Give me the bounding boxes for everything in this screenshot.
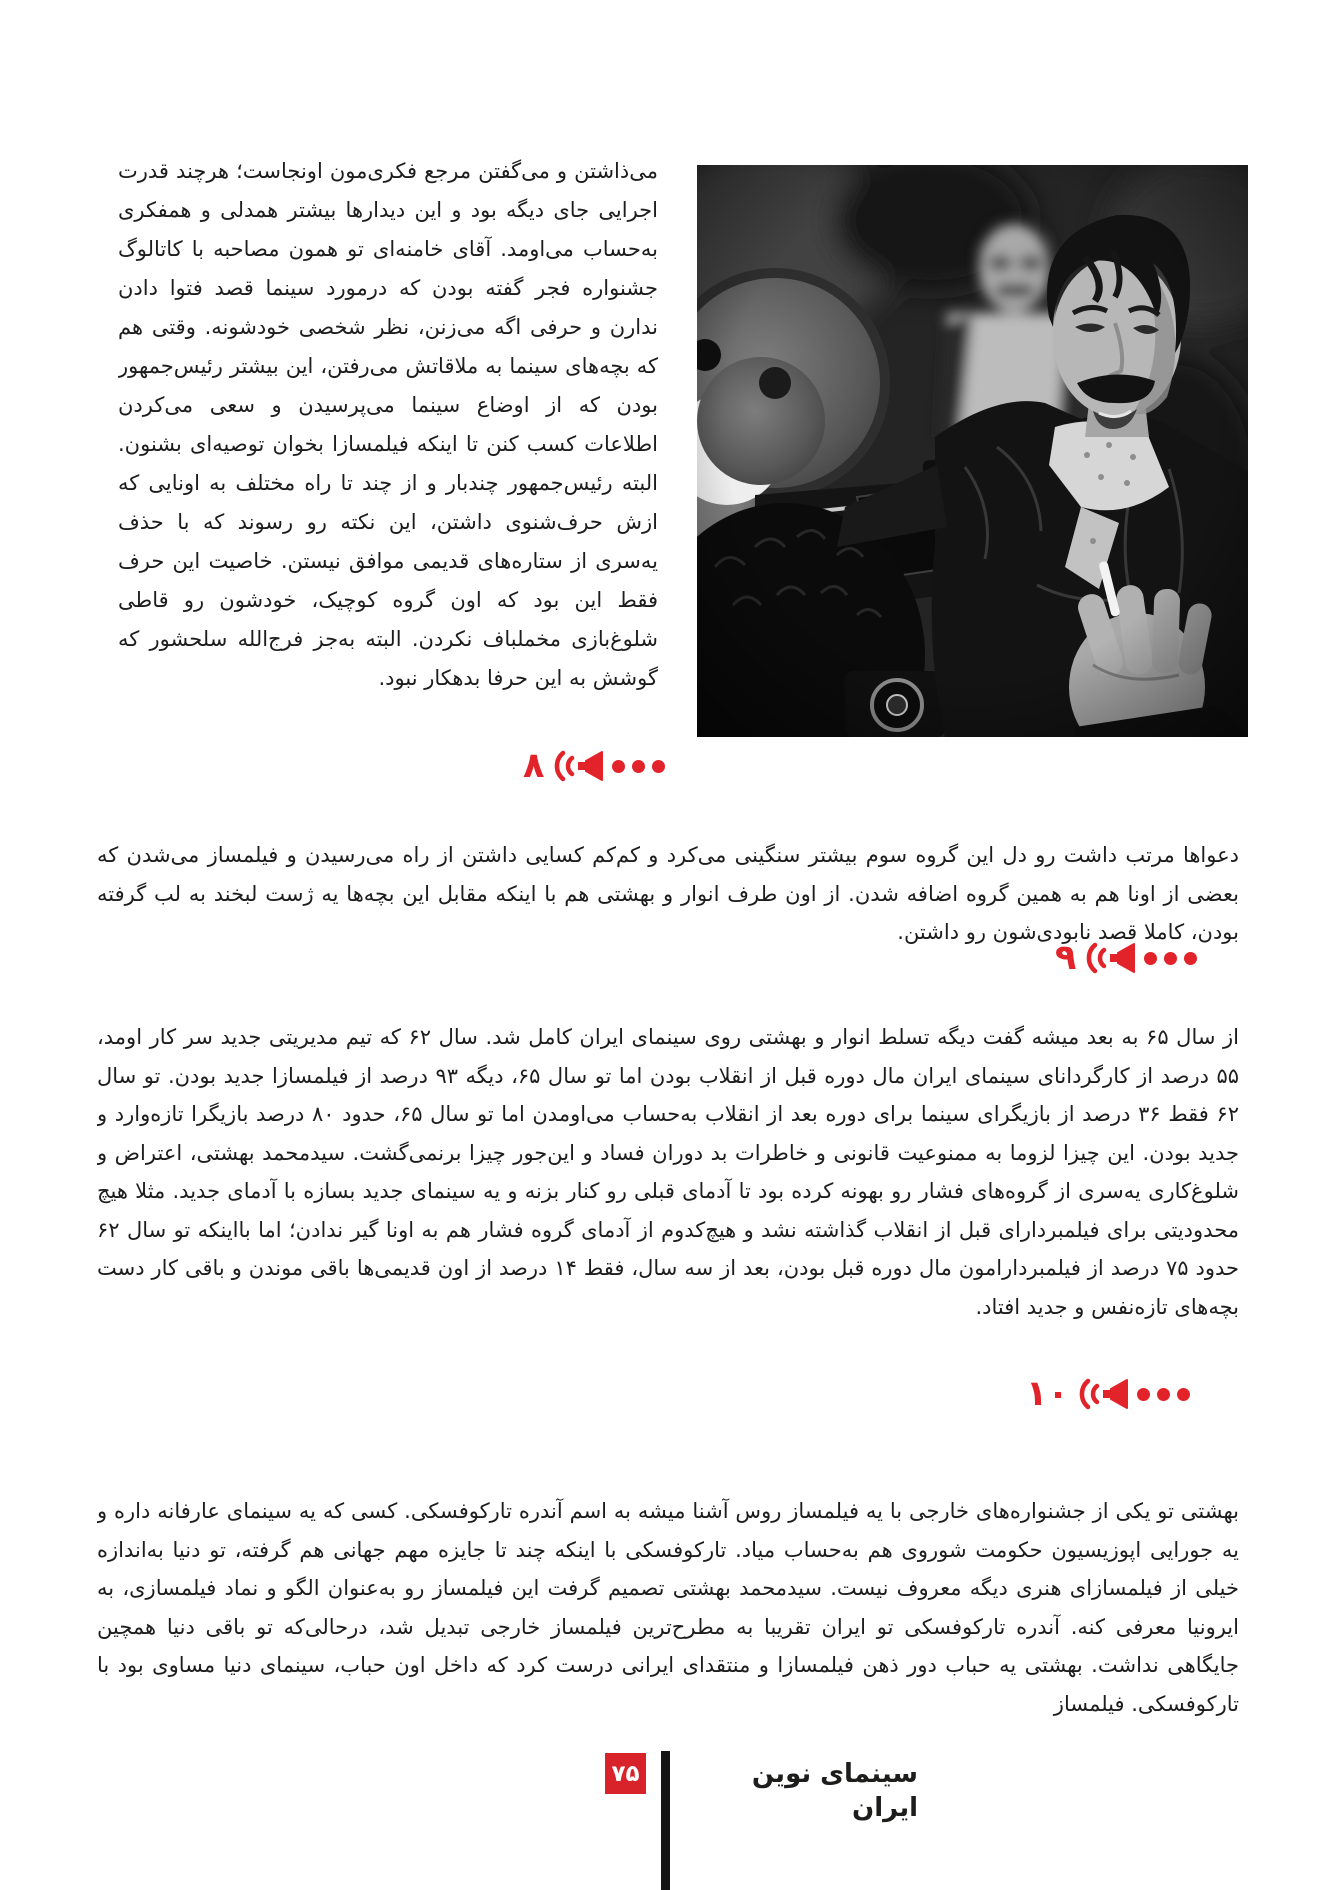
audio-marker-8 — [523, 748, 665, 784]
book-title: سینمای نوین ایران — [751, 1759, 918, 1823]
marker-dot — [1157, 1388, 1170, 1401]
photo-illustration — [697, 165, 1248, 737]
marker-dot — [1184, 952, 1197, 965]
marker-dot — [1164, 952, 1177, 965]
film-set-photo — [697, 165, 1248, 737]
ellipsis-dots — [1137, 1388, 1190, 1401]
marker-dot — [1137, 1388, 1150, 1401]
marker-dot — [1177, 1388, 1190, 1401]
marker-dot — [612, 760, 625, 773]
audio-marker-number: ۱۰ — [1026, 1374, 1069, 1414]
audio-marker-number: ۸ — [523, 746, 545, 786]
marker-dot — [652, 760, 665, 773]
marker-dot — [632, 760, 645, 773]
footer-divider — [661, 1751, 670, 1890]
ellipsis-dots — [1144, 952, 1197, 965]
speaker-icon — [552, 749, 604, 783]
paragraph-3: از سال ۶۵ به بعد میشه گفت دیگه تسلط انوار و بهشتی روی سینمای ایران کامل شد. سال ۶۲ که تیم مدیریتی جدید سر کار اومد، ۵۵ درصد از کارگردانای سینمای ایران مال دوره قبل از انقلاب بودن اما تو سال ۶۵، دیگه ۹۳ درصد از فیلمسازا جدید بودن. تو سال ۶۲ فقط ۳۶ درصد از بازیگرای سینما برای دوره بعد از انقلاب به‌حساب می‌اومدن اما تو سال ۶۵، حدود ۸۰ درصد بازیگرا تازه‌وارد و جدید بودن. این چیزا لزوما به ممنوعیت قانونی و خاطرات بد دوران فساد و این‌جور چیزا برنمی‌گشت. سیدمحمد بهشتی، اعتراض و شلوغ‌کاری یه‌سری از گروه‌های فشار رو بهونه کرده بود تا آدمای قبلی رو کنار بزنه و یه سینمای جدید بسازه با آدمای جدید. مثلا هیچ محدودیتی برای فیلمبردارای قبل از انقلاب گذاشته نشد و هیچ‌کدوم از آدمای گروه فشار هم به اونا گیر ندادن؛ اما بااینکه تو سال ۶۲ حدود ۷۵ درصد از فیلمبردارامون مال دوره قبل بودن، بعد از سه سال، فقط ۱۴ درصد از اون قدیمی‌ها باقی موندن و باقی کار دست بچه‌های تازه‌نفس و جدید افتاد. — [97, 1025, 1239, 1319]
audio-marker-9 — [1055, 940, 1197, 976]
speaker-icon — [1077, 1377, 1129, 1411]
audio-marker-10 — [1026, 1376, 1190, 1412]
intro-column-paragraph: می‌ذاشتن و می‌گفتن مرجع فکری‌مون اونجاست؛ هرچند قدرت اجرایی جای دیگه بود و این دیدارها بیشتر همدلی و همفکری به‌حساب می‌اومد. آقای خامنه‌ای تو همون مصاحبه با کاتالوگ جشنواره فجر گفته بودن که درمورد سینما قصد فتوا دادن ندارن و حرفی اگه می‌زنن، نظر شخصی خودشونه. وقتی هم که بچه‌های سینما به ملاقاتش می‌رفتن، این بیشتر رئیس‌جمهور بودن که از اوضاع سینما می‌پرسیدن و سعی می‌کردن اطلاعات کسب کنن تا اینکه فیلمسازا بخوان توصیه‌ای بشنون. البته رئیس‌جمهور چندبار و از چند تا راه مختلف به اونایی که ازش حرف‌شنوی داشتن، این نکته رو رسوند که با حذف یه‌سری از ستاره‌های قدیمی موافق نیستن. خاصیت این حرف فقط این بود که اون گروه کوچیک، خودشون رو قاطی شلوغ‌بازی مخملباف نکردن. البته به‌جز فرج‌الله سلحشور که گوشش به این حرفا بدهکار نبود. — [118, 159, 658, 690]
ellipsis-dots — [612, 760, 665, 773]
paragraph-2: دعواها مرتب داشت رو دل این گروه سوم بیشتر سنگینی می‌کرد و کم‌کم کسایی داشتن از راه می‌رسیدن و فیلمساز می‌شدن که بعضی از اونا هم به همین گروه اضافه شدن. از اون طرف انوار و بهشتی هم با اینکه مقابل این بچه‌ها یه ژست لبخند به لب گرفته بودن، کاملا قصد نابودی‌شون رو داشتن. — [97, 843, 1239, 944]
paragraph-4: بهشتی تو یکی از جشنواره‌های خارجی با یه فیلمساز روس آشنا میشه به اسم آندره تارکوفسکی. کسی که یه سینمای عارفانه داره و یه جورایی اپوزیسیون حکومت شوروی هم به‌حساب میاد. تارکوفسکی با اینکه چند تا جایزه مهم جهانی هم گرفته، تو دنیا به‌اندازه خیلی از فیلمسازای هنری دیگه معروف نیست. سیدمحمد بهشتی تصمیم گرفت این فیلمساز رو به‌عنوان الگو و نماد فیلمسازی، به ایرونیا معرفی کنه. آندره تارکوفسکی تو ایران تقریبا به مطرح‌ترین فیلمساز خارجی تبدیل شد، درحالی‌که تو باقی دنیا همچین جایگاهی نداشت. بهشتی یه حباب دور ذهن فیلمسازا و منتقدای ایرانی درست کرد که داخل اون حباب، سینمای دنیا مساوی بود با تارکوفسکی. فیلمساز — [97, 1499, 1239, 1716]
audio-marker-number: ۹ — [1055, 938, 1077, 978]
marker-dot — [1144, 952, 1157, 965]
page-number-badge: ۷۵ — [605, 1753, 646, 1794]
speaker-icon — [1084, 941, 1136, 975]
